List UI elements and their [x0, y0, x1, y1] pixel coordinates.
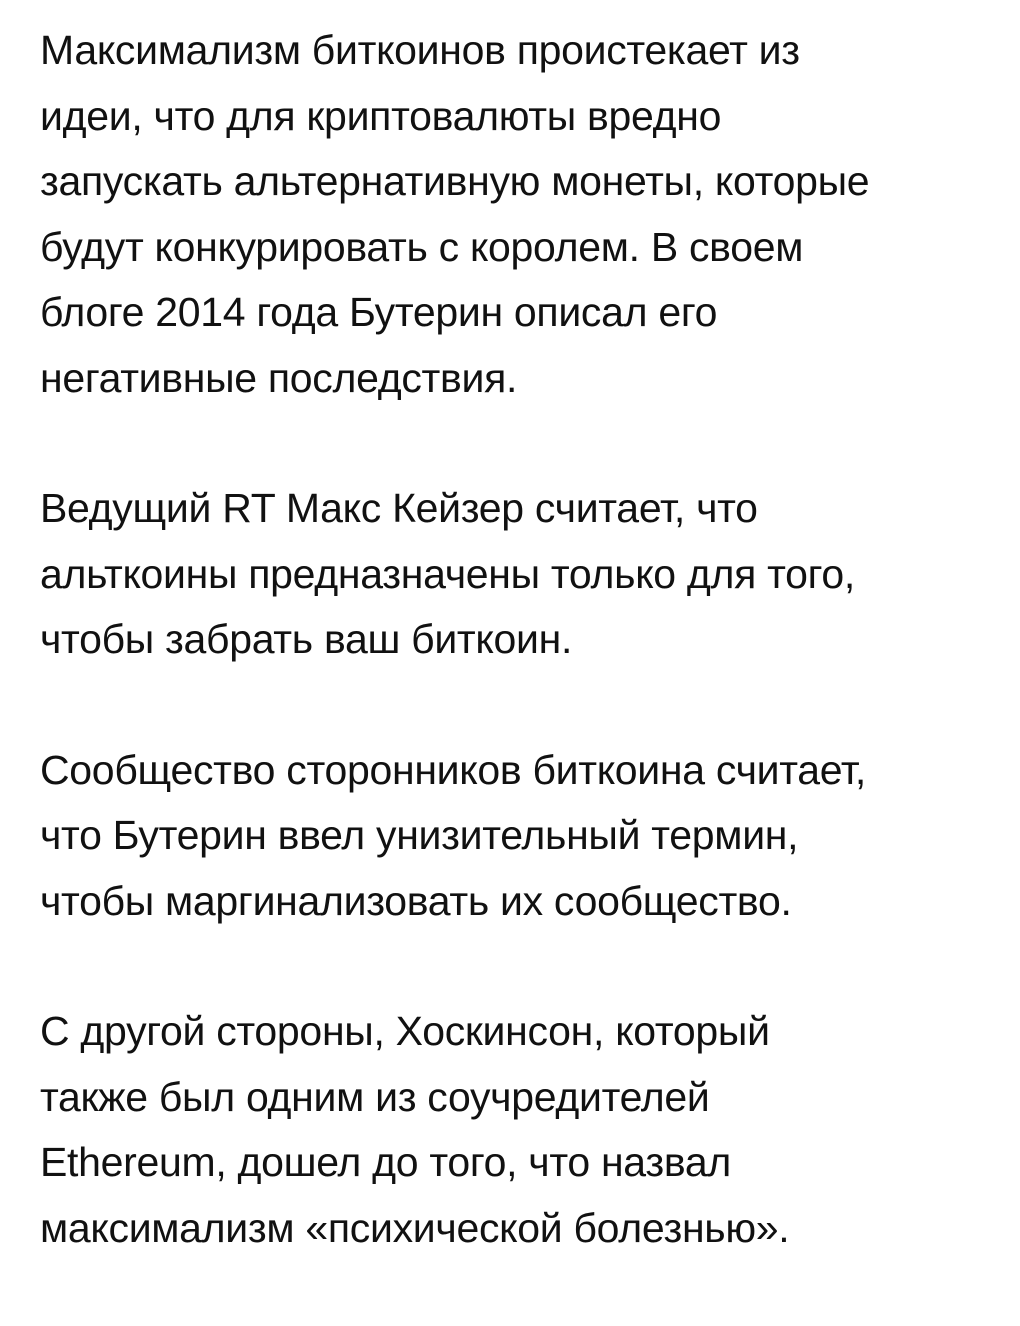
text-line: идеи, что для криптовалюты вредно [40, 92, 722, 139]
paragraph-keiser-opinion [40, 476, 1000, 673]
article-body [40, 18, 1000, 1326]
text-line: Ведущий RT Макс Кейзер считает, что [40, 485, 758, 531]
text-line: что Бутерин ввел унизительный термин, [40, 812, 799, 858]
text-line: Сообщество сторонников биткоина считает, [40, 746, 866, 793]
paragraph-maximalism-origin [40, 18, 1000, 411]
text-line: максимализм «психической болезнью». [40, 1204, 790, 1251]
text-line: Ethereum, дошел до того, что назвал [40, 1139, 731, 1185]
text-line: альткоины предназначены только для того, [40, 550, 855, 597]
text-line: блоге 2014 года Бутерин описал его [40, 289, 718, 335]
text-line: также был одним из соучредителей [40, 1073, 710, 1120]
text-line: будут конкурировать с королем. В своем [40, 223, 804, 270]
paragraph-hoskinson-view [40, 999, 1000, 1261]
text-line: негативные последствия. [40, 354, 518, 401]
text-line: чтобы маргинализовать их сообщество. [40, 877, 792, 924]
text-line: чтобы забрать ваш биткоин. [40, 616, 573, 662]
text-line: С другой стороны, Хоскинсон, который [40, 1008, 770, 1054]
text-line: Максимализм биткоинов проистекает из [40, 27, 800, 73]
text-line: запускать альтернативную монеты, которые [40, 158, 870, 204]
paragraph-community-view [40, 738, 1000, 935]
